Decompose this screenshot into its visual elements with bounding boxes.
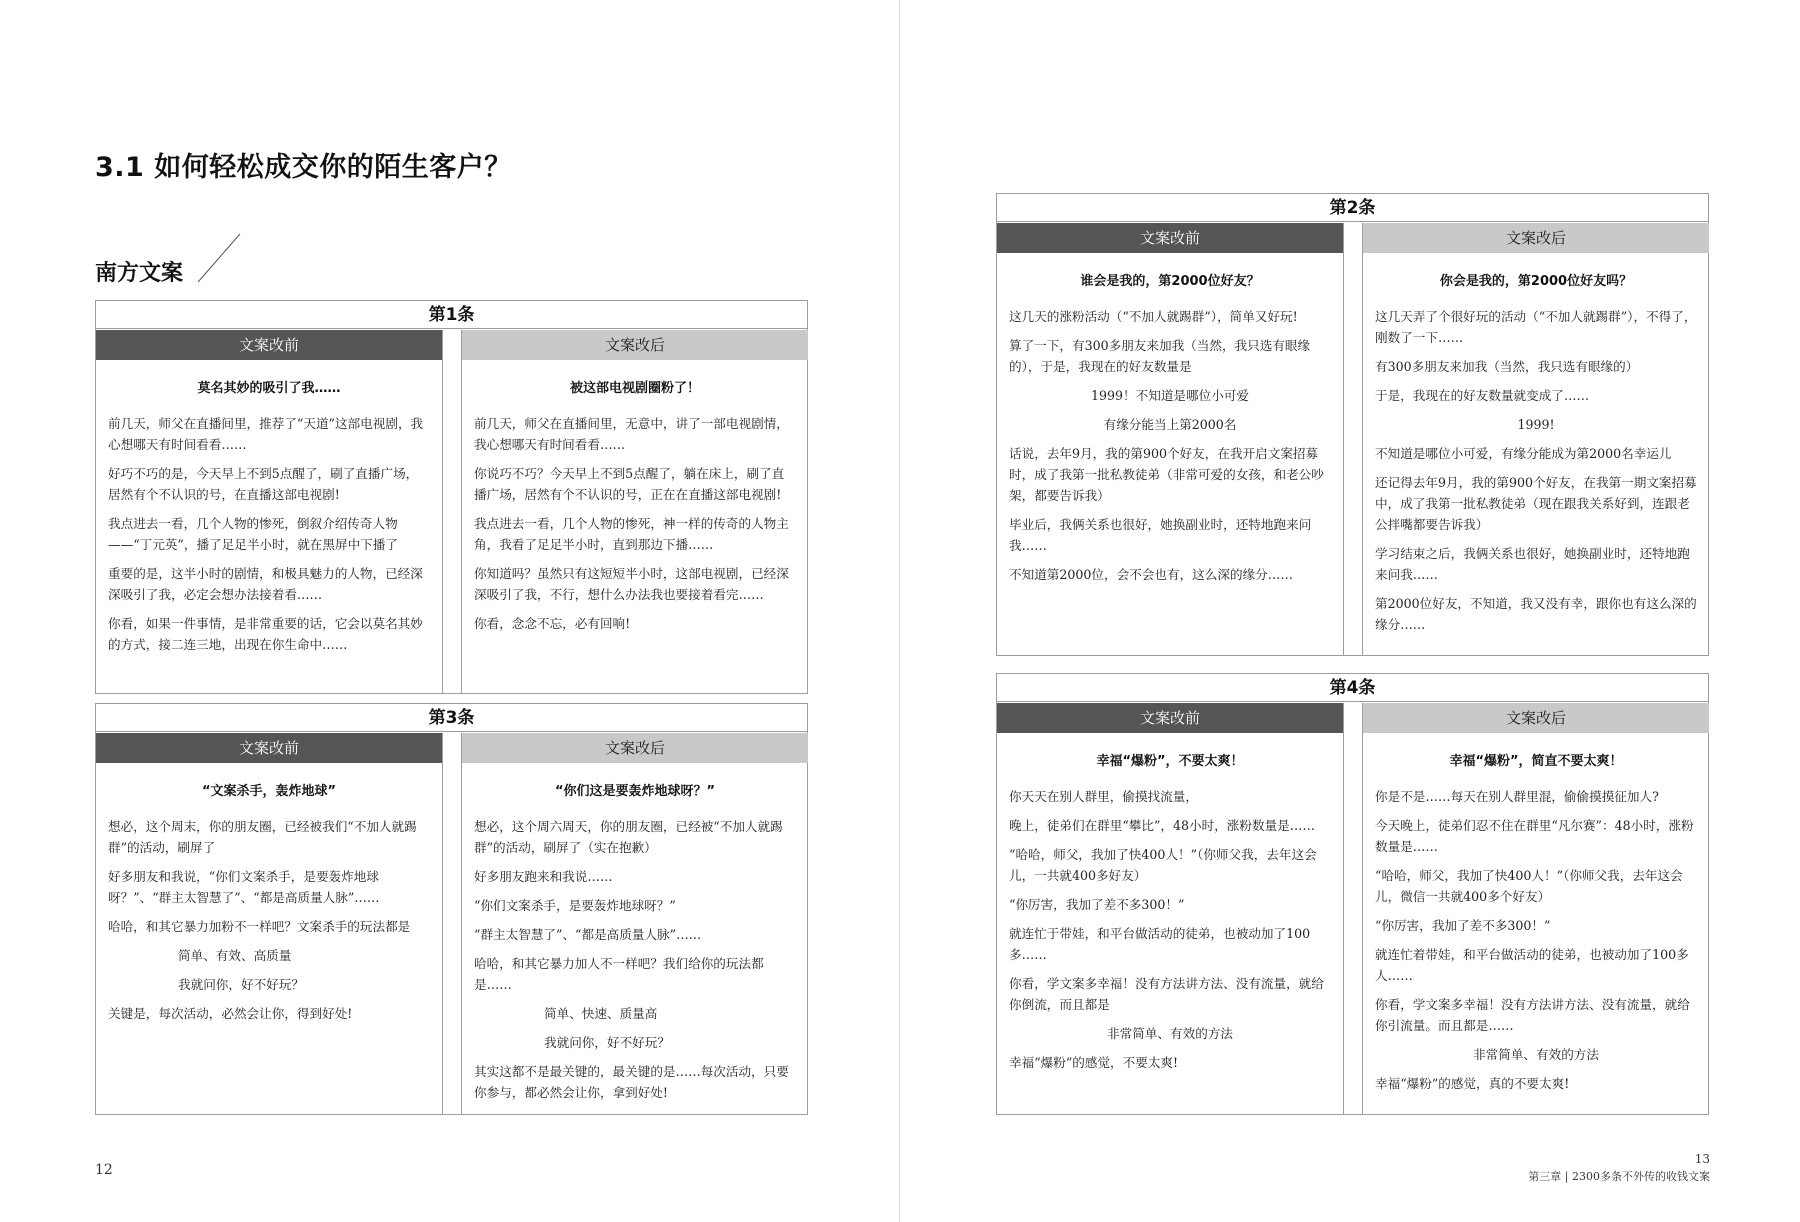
paragraph: 你说巧不巧？今天早上不到5点醒了，躺在床上，刷了直播广场，居然有个不认识的号，正在在直播这部电视剧! <box>474 466 785 502</box>
paragraph: 你看，如果一件事情，是非常重要的话，它会以莫名其妙的方式，接二连三地，出现在你生命中…… <box>108 616 423 652</box>
after-headline: 被这部电视剧圈粉了！ <box>569 381 700 396</box>
paragraph: 你是不是……每天在别人群里混，偷偷摸摸征加人? <box>1375 789 1659 804</box>
paragraph: 我点进去一看，几个人物的惨死，神一样的传奇的人物主角，我看了足足半小时，直到那边下播…… <box>474 516 789 552</box>
paragraph: 哈哈，和其它暴力加人不一样吧？我们给你的玩法都是…… <box>474 956 764 992</box>
paragraph: 幸福“爆粉”的感觉，真的不要太爽! <box>1375 1076 1570 1091</box>
paragraph: 我点进去一看，几个人物的惨死，倒叙介绍传奇人物——“丁元英”，播了足足半小时，就在黑屏中下播了 <box>108 516 398 552</box>
paragraph: 你看，学文案多幸福！没有方法讲方法、没有流量，就给你倒流，而且都是 <box>1009 976 1324 1012</box>
paragraph: “你厉害，我加了差不多300！” <box>1375 918 1551 933</box>
paragraph: 幸福“爆粉”的感觉，不要太爽! <box>1009 1055 1179 1070</box>
before-body <box>96 360 442 655</box>
before-headline: 谁会是我的，第2000位好友？ <box>1080 274 1260 289</box>
right-page <box>900 0 1800 1222</box>
panel-title: 第3条 <box>96 704 807 732</box>
paragraph: 不知道是哪位小可爱，有缘分能成为第2000名幸运儿 <box>1375 446 1672 461</box>
before-label: 文案改前 <box>96 330 442 360</box>
after-column <box>1362 703 1709 1114</box>
paragraph: 你天天在别人群里，偷摸找流量， <box>1009 789 1198 804</box>
paragraph: 其实这都不是最关键的，最关键的是……每次活动，只要你参与，都必然会让你，拿到好处! <box>474 1064 789 1100</box>
paragraph: 想必，这个周六周天，你的朋友圈，已经被“不加人就踢群”的活动，刷屏了（实在抱歉） <box>474 819 783 855</box>
paragraph: 你看，学文案多幸福！没有方法讲方法、没有流量，就给你引流量。而且都是…… <box>1375 997 1690 1033</box>
after-body <box>462 763 808 1103</box>
paragraph: “群主太智慧了”、“都是高质量人脉”…… <box>474 927 702 942</box>
before-label: 文案改前 <box>997 223 1343 253</box>
paragraph: 毕业后，我俩关系也很好，她换副业时，还特地跑来问我…… <box>1009 517 1312 553</box>
after-headline: 你会是我的，第2000位好友吗？ <box>1439 274 1633 289</box>
before-label: 文案改前 <box>96 733 442 763</box>
after-label: 文案改后 <box>462 733 808 763</box>
before-headline: 幸福“爆粉”，不要太爽！ <box>1096 754 1244 769</box>
after-headline: 幸福“爆粉”，简直不要太爽！ <box>1449 754 1623 769</box>
paragraph: 好多朋友和我说，“你们文案杀手，是要轰炸地球呀？”、“群主太智慧了”、“都是高质量人脉”…… <box>108 869 380 905</box>
paragraph: “哈哈，师父，我加了快400人！”（你师父我，去年这会儿，微信一共就400多个好友） <box>1375 868 1683 904</box>
paragraph: 想必，这个周末，你的朋友圈，已经被我们“不加人就踢群”的活动，刷屏了 <box>108 819 417 855</box>
panel-title: 第4条 <box>997 674 1708 702</box>
paragraph: 学习结束之后，我俩关系也很好，她换副业时，还特地跑来问我…… <box>1375 546 1690 582</box>
paragraph: 晚上，徒弟们在群里“攀比”，48小时，涨粉数量是…… <box>1009 818 1315 833</box>
paragraph: 就连忙着带娃，和平台做活动的徒弟，也被动加了100多人…… <box>1375 947 1689 983</box>
after-column <box>1362 223 1709 655</box>
before-body <box>997 733 1343 1073</box>
before-column <box>997 223 1344 655</box>
before-body <box>997 253 1343 585</box>
after-label: 文案改后 <box>1363 703 1709 733</box>
panel-title: 第1条 <box>96 301 807 329</box>
centered-line: 1999! <box>1517 417 1555 432</box>
paragraph: “哈哈，师父，我加了快400人！”（你师父我，去年这会儿，一共就400多好友） <box>1009 847 1317 883</box>
slash-decoration <box>196 232 242 284</box>
before-body <box>96 763 442 1024</box>
before-headline: 莫名其妙的吸引了我…… <box>197 381 341 396</box>
panel-4 <box>996 673 1709 1115</box>
paragraph: 前几天，师父在直播间里，无意中，讲了一部电视剧情，我心想哪天有时间看看…… <box>474 416 789 452</box>
after-column <box>461 733 808 1114</box>
after-body <box>1363 253 1709 635</box>
page-number-right: 13 <box>1694 1152 1710 1166</box>
paragraph: 还记得去年9月，我的第900个好友，在我第一期文案招募中，成了我第一批私教徒弟（现在跟我关系好到，连跟老公拌嘴都要告诉我） <box>1375 475 1697 532</box>
paragraph: 好巧不巧的是，今天早上不到5点醒了，刷了直播广场，居然有个不认识的号，在直播这部电视剧! <box>108 466 419 502</box>
paragraph: 第2000位好友，不知道，我又没有幸，跟你也有这么深的缘分…… <box>1375 596 1697 632</box>
panel-1 <box>95 300 808 694</box>
paragraph: “你们文案杀手，是要轰炸地球呀？” <box>474 898 676 913</box>
centered-line: 非常简单、有效的方法 <box>1473 1047 1599 1062</box>
paragraph: 就连忙于带娃，和平台做活动的徒弟，也被动加了100多…… <box>1009 926 1311 962</box>
after-headline: “你们这是要轰炸地球呀？” <box>554 784 716 799</box>
running-head: 第三章 | 2300多条不外传的收钱文案 <box>1528 1170 1710 1183</box>
paragraph: 有300多朋友来加我（当然，我只选有眼缘的） <box>1375 359 1639 374</box>
paragraph: 今天晚上，徒弟们忍不住在群里“凡尔赛”：48小时，涨粉数量是…… <box>1375 818 1694 854</box>
subsection-title: 南方文案 <box>95 261 184 286</box>
indented-line: 简单、有效、高质量 <box>178 948 292 963</box>
before-column <box>997 703 1344 1114</box>
panel-title: 第2条 <box>997 194 1708 222</box>
page-number-left: 12 <box>95 1162 113 1178</box>
before-headline: “文案杀手，轰炸地球” <box>201 784 337 799</box>
paragraph: 话说，去年9月，我的第900个好友，在我开启文案招募时，成了我第一批私教徒弟（非常可爱的女孩，和老公吵架，都要告诉我） <box>1009 446 1324 503</box>
before-column <box>96 330 443 693</box>
paragraph: 哈哈，和其它暴力加粉不一样吧？文案杀手的玩法都是 <box>108 919 411 934</box>
paragraph: 于是，我现在的好友数量就变成了…… <box>1375 388 1590 403</box>
panel-2 <box>996 193 1709 656</box>
paragraph: 你看，念念不忘，必有回响! <box>474 616 631 631</box>
before-column <box>96 733 443 1114</box>
indented-line: 我就问你，好不好玩？ <box>178 977 304 992</box>
paragraph: 好多朋友跑来和我说…… <box>474 869 613 884</box>
after-label: 文案改后 <box>1363 223 1709 253</box>
section-title: 3.1 如何轻松成交你的陌生客户？ <box>95 152 512 183</box>
centered-line: 有缘分能当上第2000名 <box>1103 417 1237 432</box>
paragraph: 这几天的涨粉活动（“不加人就踢群”），简单又好玩! <box>1009 309 1298 324</box>
indented-line: 我就问你，好不好玩？ <box>544 1035 670 1050</box>
paragraph: 这几天弄了个很好玩的活动（“不加人就踢群”），不得了，刚数了一下…… <box>1375 309 1697 345</box>
panel-3 <box>95 703 808 1115</box>
paragraph: 前几天，师父在直播间里，推荐了“天道”这部电视剧，我心想哪天有时间看看…… <box>108 416 424 452</box>
centered-line: 非常简单、有效的方法 <box>1107 1026 1233 1041</box>
after-label: 文案改后 <box>462 330 808 360</box>
paragraph: 重要的是，这半小时的剧情，和极具魅力的人物，已经深深吸引了我，必定会想办法接着看…… <box>108 566 423 602</box>
paragraph: 你知道吗？虽然只有这短短半小时，这部电视剧，已经深深吸引了我，不行，想什么办法我也要接着看完…… <box>474 566 789 602</box>
paragraph: 不知道第2000位，会不会也有，这么深的缘分…… <box>1009 567 1293 582</box>
paragraph: 算了一下，有300多朋友来加我（当然，我只选有眼缘的），于是，我现在的好友数量是 <box>1009 338 1311 374</box>
after-body <box>462 360 808 634</box>
centered-line: 1999！不知道是哪位小可爱 <box>1091 388 1249 403</box>
before-label: 文案改前 <box>997 703 1343 733</box>
paragraph: 关键是，每次活动，必然会让你，得到好处! <box>108 1006 353 1021</box>
after-column <box>461 330 808 693</box>
after-body <box>1363 733 1709 1094</box>
indented-line: 简单、快速、质量高 <box>544 1006 658 1021</box>
paragraph: “你厉害，我加了差不多300！” <box>1009 897 1185 912</box>
